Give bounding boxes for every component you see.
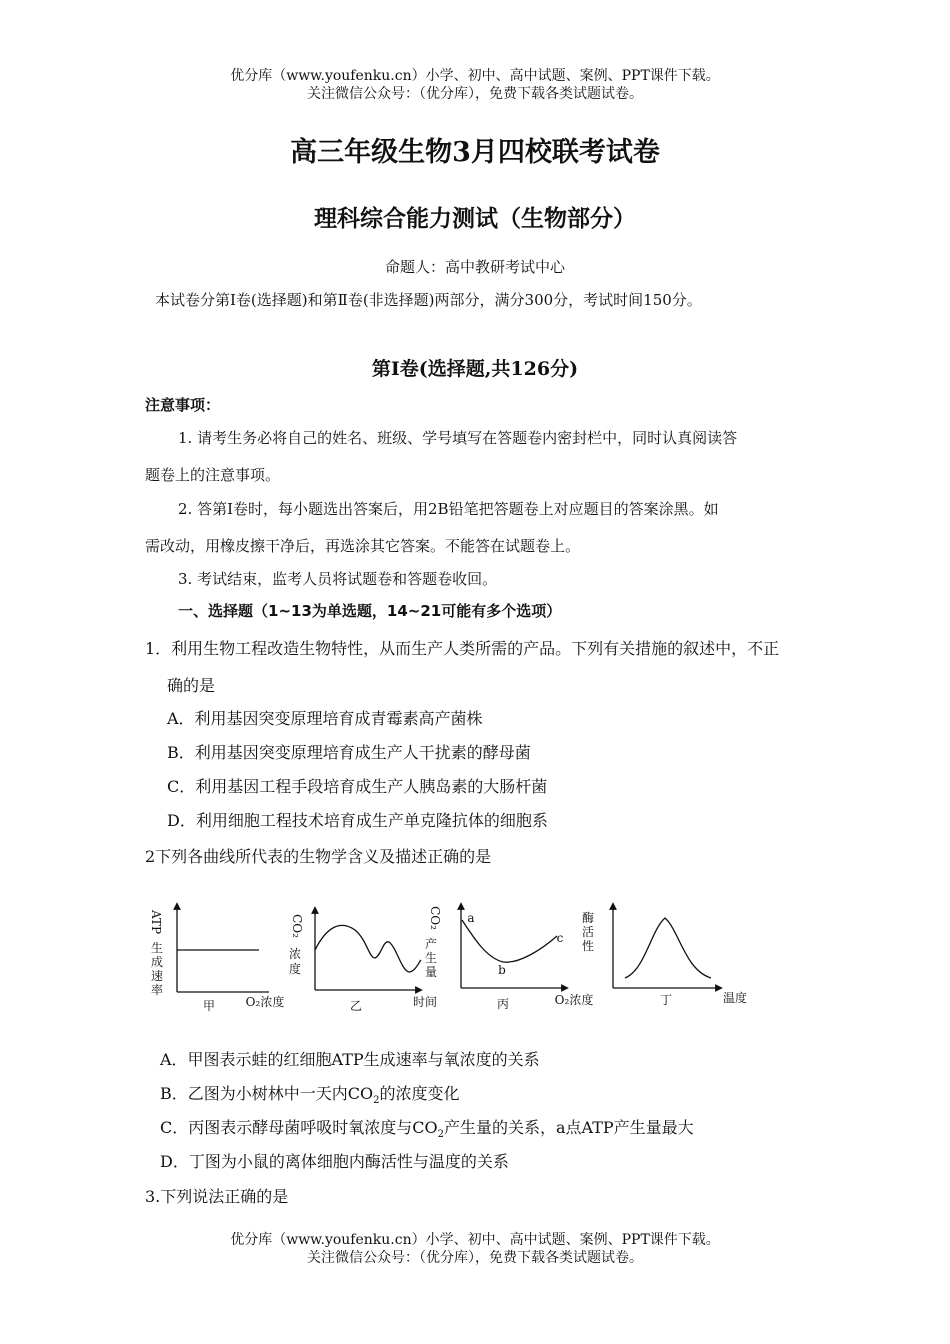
- q2-figure: [145, 900, 775, 1025]
- ding-name: 丁: [659, 993, 673, 1007]
- bing-curve: [462, 920, 557, 962]
- graph-ding: [582, 906, 747, 1007]
- yi-ylabel-2: 度: [288, 962, 302, 976]
- q1-option-c: C．利用基因工程手段培育成生产人胰岛素的大肠杆菌: [167, 777, 548, 796]
- notice-item-2-line-1: 2. 答第Ⅰ卷时，每小题选出答案后，用2B铅笔把答题卷上对应题目的答案涂黑。如: [178, 500, 719, 518]
- jia-name: 甲: [202, 999, 216, 1013]
- ding-ylabel-1: 活: [581, 925, 595, 939]
- jia-ylabel-0: ATP: [149, 909, 163, 935]
- notice-heading: 注意事项：: [145, 396, 221, 414]
- part-heading: 一、选择题（1~13为单选题，14~21可能有多个选项）: [178, 602, 562, 620]
- q2-option-b-post: 的浓度变化: [379, 1084, 460, 1103]
- notice-item-1-line-2: 题卷上的注意事项。: [145, 466, 281, 484]
- footer-line-2: 关注微信公众号：（优分库），免费下载各类试题试卷。: [307, 1250, 643, 1266]
- notice-item-1-line-1: 1. 请考生务必将自己的姓名、班级、学号填写在答题卷内密封栏中，同时认真阅读答: [178, 429, 738, 447]
- page-subtitle: 理科综合能力测试（生物部分）: [314, 206, 636, 232]
- jia-ylabel-1: 生: [150, 941, 164, 955]
- header-line-1: 优分库（www.youfenku.cn）小学、初中、高中试题、案例、PPT课件下载。: [230, 68, 720, 84]
- ding-xlabel: 温度: [722, 991, 748, 1005]
- graph-jia: [149, 906, 284, 1013]
- q2-option-c-sub: 2: [437, 1129, 444, 1141]
- q1-option-a: A．利用基因突变原理培育成青霉素高产菌株: [167, 709, 483, 728]
- notice-item-2-line-2: 需改动，用橡皮擦干净后，再选涂其它答案。不能答在试题卷上。: [145, 537, 581, 555]
- bing-point-c: c: [556, 931, 564, 945]
- q1-option-b: B．利用基因突变原理培育成生产人干扰素的酵母菌: [167, 743, 531, 762]
- bing-xlabel: O₂浓度: [554, 993, 594, 1007]
- q2-option-a: A．甲图表示蛙的红细胞ATP生成速率与氧浓度的关系: [160, 1050, 540, 1069]
- q2-option-c-pre: C．丙图表示酵母菌呼吸时氧浓度与CO: [160, 1118, 438, 1137]
- notice-item-3: 3. 考试结束，监考人员将试题卷和答题卷收回。: [178, 570, 498, 588]
- bing-name: 丙: [496, 997, 510, 1011]
- bing-point-b: b: [498, 963, 506, 977]
- yi-curve: [315, 925, 421, 972]
- section-title: 第Ⅰ卷(选择题,共126分): [371, 358, 579, 380]
- bing-ylabel-1: 产: [424, 937, 438, 951]
- q2-option-d: D．丁图为小鼠的离体细胞内酶活性与温度的关系: [160, 1152, 509, 1171]
- jia-xlabel: O₂浓度: [245, 995, 285, 1009]
- q2-option-b-sub: 2: [373, 1095, 380, 1107]
- q2-option-b: [160, 1081, 460, 1106]
- page-title: 高三年级生物3月四校联考试卷: [290, 137, 660, 168]
- jia-ylabel-2: 成: [150, 955, 164, 969]
- footer-line-1: 优分库（www.youfenku.cn）小学、初中、高中试题、案例、PPT课件下载。: [230, 1232, 720, 1248]
- graph-yi: [289, 910, 437, 1013]
- yi-ylabel-0: CO₂: [290, 914, 304, 938]
- author-line: 命题人：高中教研考试中心: [384, 258, 565, 276]
- ding-ylabel-0: 酶: [581, 911, 595, 925]
- header-line-2: 关注微信公众号：（优分库），免费下载各类试题试卷。: [307, 86, 643, 102]
- yi-name: 乙: [349, 999, 363, 1013]
- bing-ylabel-2: 生: [424, 951, 438, 965]
- jia-ylabel-3: 速: [150, 969, 164, 983]
- q2-stem: 2下列各曲线所代表的生物学含义及描述正确的是: [145, 847, 492, 866]
- yi-ylabel-1: 浓: [288, 947, 302, 961]
- ding-curve: [625, 918, 711, 978]
- q2-option-c-post: 产生量的关系，a点ATP产生量最大: [443, 1118, 694, 1137]
- q1-option-d: D．利用细胞工程技术培育成生产单克隆抗体的细胞系: [167, 811, 548, 830]
- graph-bing: [425, 906, 593, 1011]
- q1-stem-line-1: 1．利用生物工程改造生物特性，从而生产人类所需的产品。下列有关措施的叙述中，不正: [145, 639, 780, 658]
- bing-ylabel-3: 量: [424, 965, 438, 979]
- yi-xlabel: 时间: [412, 995, 438, 1009]
- q3-stem: 3.下列说法正确的是: [145, 1187, 289, 1206]
- ding-ylabel-2: 性: [581, 939, 595, 953]
- q2-option-b-pre: B．乙图为小树林中一天内CO: [160, 1084, 374, 1103]
- intro-line: 本试卷分第Ⅰ卷(选择题)和第Ⅱ卷(非选择题)两部分，满分300分，考试时间150分。: [155, 291, 702, 309]
- q1-stem-line-2: 确的是: [167, 676, 216, 695]
- jia-ylabel-4: 率: [150, 983, 164, 997]
- q2-option-c: [160, 1115, 694, 1140]
- bing-ylabel-0: CO₂: [428, 906, 442, 930]
- bing-point-a: a: [467, 911, 475, 925]
